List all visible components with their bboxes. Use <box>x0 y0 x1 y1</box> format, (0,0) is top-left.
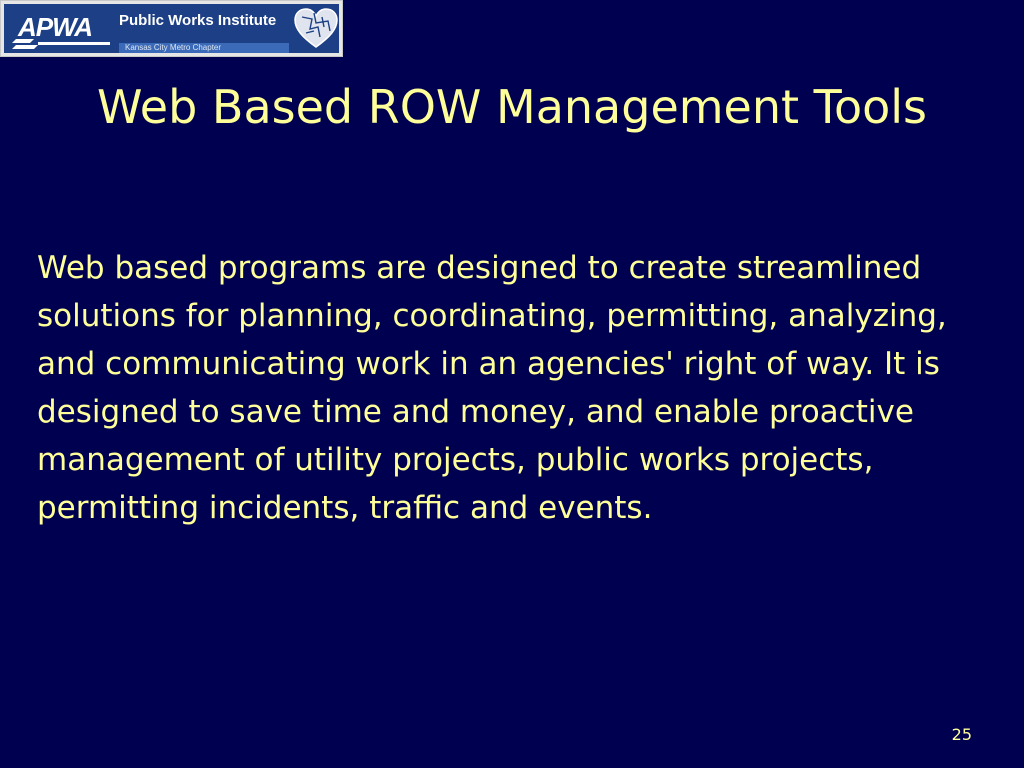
apwa-logo <box>10 9 114 49</box>
banner-panel <box>4 4 339 53</box>
slide-body-text: Web based programs are designed to create streamlined solutions for planning, coordinating, permitting, analyzing, and communicating work in an agencies' right of way. It is designed to save time and money, and enable proactive management of utility projects, public works projects, permitting incidents, traffic and events. <box>37 250 947 526</box>
slide-title: Web Based ROW Management Tools <box>97 80 927 134</box>
apwa-banner <box>0 0 343 57</box>
page-number: 25 <box>951 725 972 744</box>
heart-map-icon <box>292 7 340 51</box>
svg-text:APWA: APWA <box>18 12 92 42</box>
banner-title: Public Works Institute <box>119 12 277 29</box>
banner-subtitle: Kansas City Metro Chapter <box>119 43 289 53</box>
